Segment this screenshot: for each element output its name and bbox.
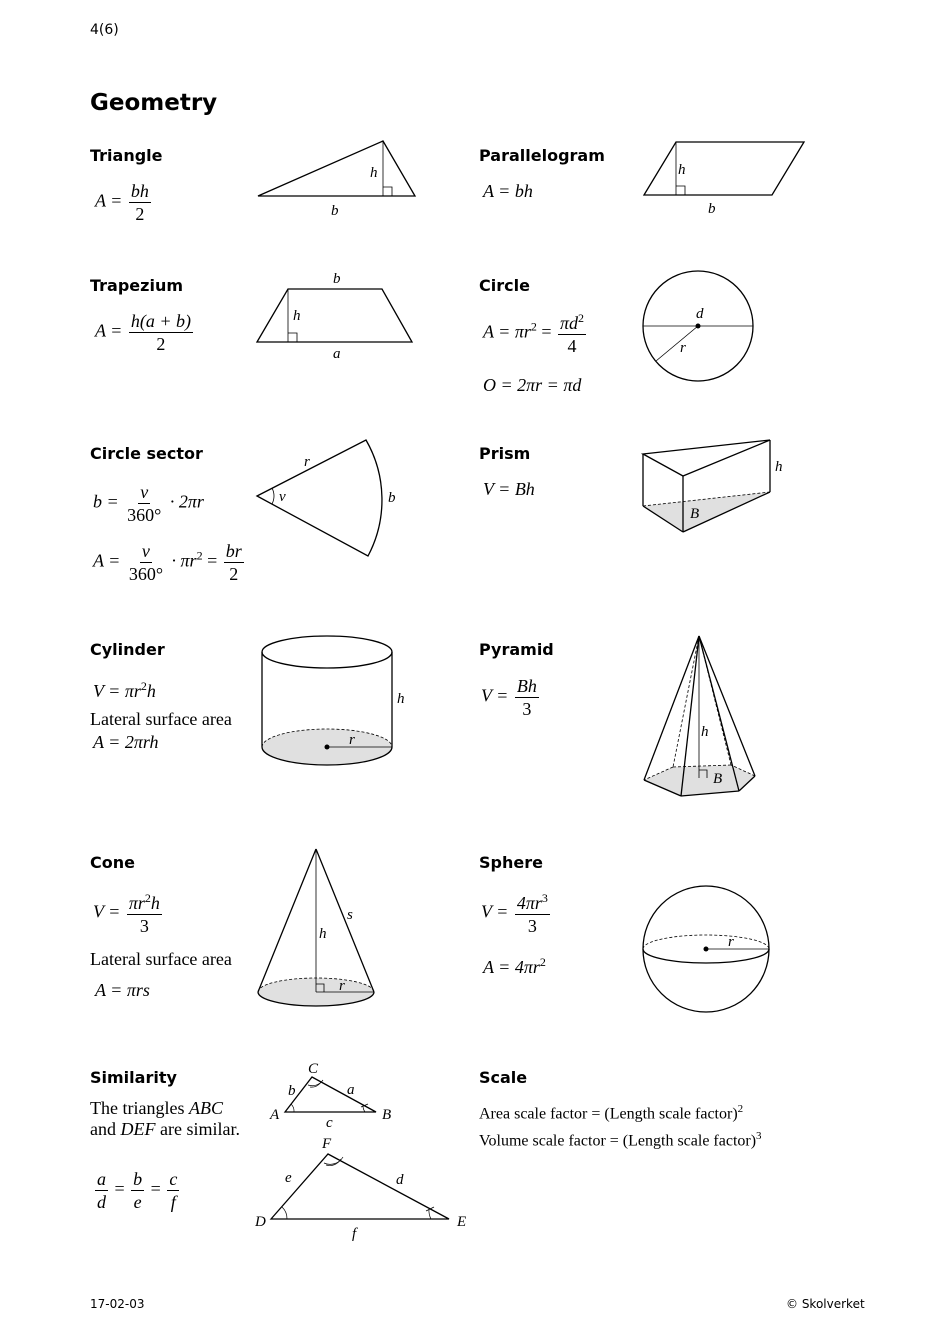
cone-figure	[250, 843, 380, 1013]
trapezium-label-h: h	[293, 308, 301, 324]
similarity-label-F: F	[322, 1136, 332, 1152]
triangle-formula: A = $\frac{bh}{2}$	[95, 181, 149, 224]
cylinder-volume-formula: $V = \pi r^2h$	[93, 679, 156, 701]
cylinder-lateral-label: Lateral surface area	[90, 709, 232, 729]
triangle-label-b: b	[331, 203, 339, 219]
pyramid-formula: V = $\frac{Bh}{3}$	[481, 676, 537, 719]
cone-label-s: s	[347, 907, 353, 923]
sector-heading: Circle sector	[90, 444, 203, 463]
pyramid-label-h: h	[701, 724, 709, 740]
sector-label-r: r	[304, 454, 310, 470]
prism-label-B: B	[690, 506, 700, 522]
trapezium-figure	[250, 268, 420, 363]
footer-copyright: © Skolverket	[786, 1297, 865, 1311]
parallelogram-figure	[638, 135, 813, 220]
cylinder-heading: Cylinder	[90, 640, 165, 659]
similarity-heading: Similarity	[90, 1068, 177, 1087]
circle-label-r: r	[680, 340, 686, 356]
prism-formula: V = Bh	[483, 479, 535, 499]
sector-arc-formula: b = $\frac{v}{360^\circ}$ · 2πr	[93, 482, 204, 525]
trapezium-heading: Trapezium	[90, 276, 184, 295]
sector-figure	[250, 432, 410, 562]
similarity-formula: $\frac{a}{d}$ = $\frac{b}{e}$ = $\frac{c}{f}$	[97, 1169, 178, 1212]
sector-area-formula: A = $\frac{v}{360^\circ}$ · $\pi r^2$ = $\frac{br}{2}$	[93, 541, 242, 584]
cone-label-h: h	[319, 926, 327, 942]
prism-heading: Prism	[479, 444, 531, 463]
circle-label-d: d	[696, 306, 704, 322]
sphere-label-r: r	[728, 934, 734, 950]
similarity-label-A: A	[270, 1107, 280, 1123]
pyramid-label-B: B	[713, 771, 723, 787]
similarity-label-f: f	[352, 1226, 357, 1242]
similarity-label-C: C	[308, 1061, 319, 1077]
similarity-text: The triangles ABC and DEF are similar.	[90, 1098, 240, 1139]
cylinder-figure	[255, 628, 415, 773]
scale-heading: Scale	[479, 1068, 528, 1087]
cone-heading: Cone	[90, 853, 135, 872]
scale-volume: Volume scale factor = (Length scale factor)$^3$	[479, 1130, 762, 1150]
page-title: Geometry	[90, 90, 218, 116]
similarity-label-c: c	[326, 1115, 333, 1131]
scale-area: Area scale factor = (Length scale factor)$^2$	[479, 1103, 744, 1123]
sphere-area-formula: $A = 4\pi r^2$	[483, 955, 546, 977]
similarity-label-E: E	[457, 1214, 467, 1230]
triangle-label-h: h	[370, 165, 378, 181]
similarity-label-e: e	[285, 1170, 292, 1186]
parallelogram-label-b: b	[708, 201, 716, 217]
cylinder-label-h: h	[397, 691, 405, 707]
trapezium-formula: A = $\frac{h(a + b)}{2}$	[95, 311, 191, 354]
similarity-figure	[255, 1058, 470, 1248]
similarity-label-a: a	[347, 1082, 355, 1098]
page-number: 4(6)	[90, 22, 119, 38]
trapezium-label-b: b	[333, 271, 341, 287]
similarity-label-d: d	[396, 1172, 404, 1188]
sector-label-v: v	[279, 489, 286, 505]
circle-heading: Circle	[479, 276, 530, 295]
cylinder-label-r: r	[349, 732, 355, 748]
scale-text	[479, 1098, 762, 1153]
similarity-label-b: b	[288, 1083, 296, 1099]
footer-date: 17-02-03	[90, 1297, 145, 1311]
sector-label-b: b	[388, 490, 396, 506]
cone-lateral-formula: A = πrs	[95, 980, 150, 1000]
prism-figure	[638, 432, 793, 542]
triangle-heading: Triangle	[90, 146, 163, 165]
cylinder-lateral-formula: A = 2πrh	[93, 732, 159, 752]
parallelogram-heading: Parallelogram	[479, 146, 605, 165]
circle-figure	[638, 266, 763, 386]
cone-volume-formula: V = $\frac{\pi r^2h}{3}$	[93, 891, 160, 936]
circle-area-formula: $A = \pi r^2$ = $\frac{\pi d^2}{4}$	[483, 311, 585, 356]
similarity-label-D: D	[255, 1214, 266, 1230]
pyramid-figure	[638, 628, 763, 803]
cone-label-r: r	[339, 978, 345, 994]
cone-lateral-label: Lateral surface area	[90, 949, 232, 969]
parallelogram-formula: A = bh	[483, 181, 533, 201]
similarity-label-B: B	[382, 1107, 392, 1123]
sphere-figure	[638, 882, 778, 1017]
sphere-volume-formula: V = $\frac{4\pi r^3}{3}$	[481, 891, 548, 936]
circle-perimeter-formula: O = 2πr = πd	[483, 375, 582, 395]
prism-label-h: h	[775, 459, 783, 475]
parallelogram-label-h: h	[678, 162, 686, 178]
trapezium-label-a: a	[333, 346, 341, 362]
triangle-figure	[250, 135, 430, 220]
pyramid-heading: Pyramid	[479, 640, 554, 659]
sphere-heading: Sphere	[479, 853, 543, 872]
